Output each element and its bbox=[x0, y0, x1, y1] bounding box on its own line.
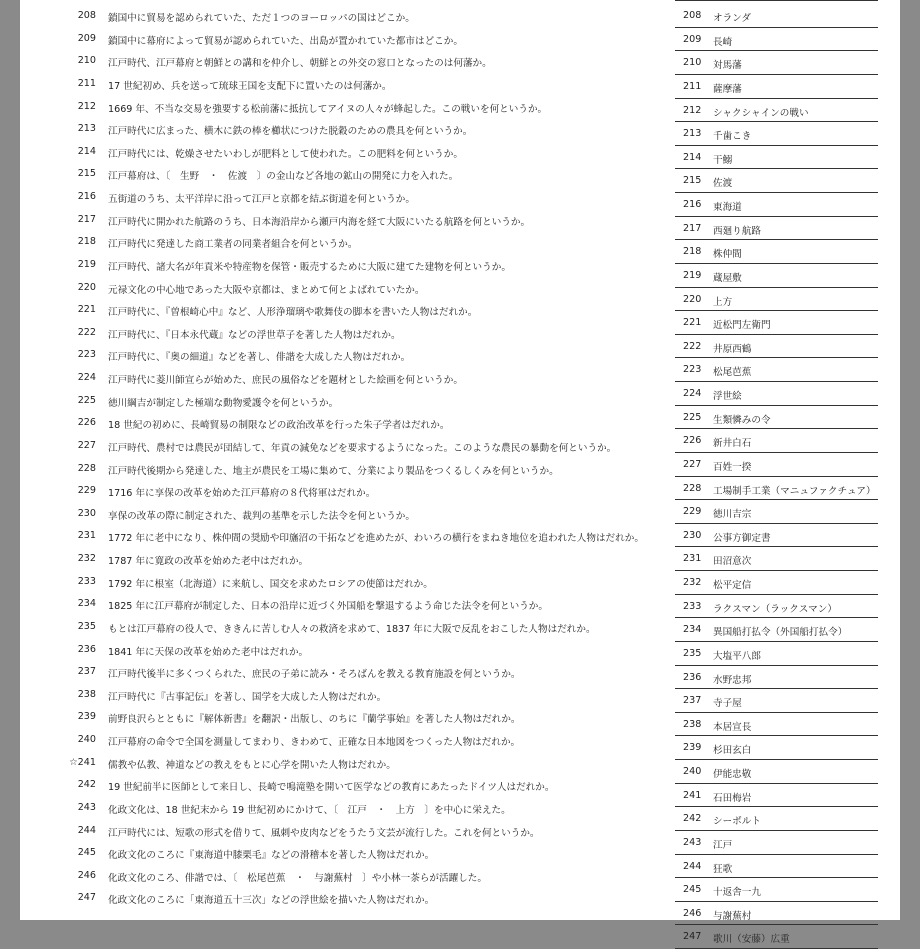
answer-text: シャクシャインの戦い bbox=[713, 107, 809, 119]
answer-row bbox=[675, 193, 878, 217]
answer-text: シーボルト bbox=[713, 816, 761, 828]
question-number: 219 bbox=[77, 258, 96, 270]
answer-number: 233 bbox=[683, 600, 702, 612]
answer-number: 244 bbox=[683, 860, 702, 872]
question-number: 237 bbox=[77, 666, 96, 678]
answer-number: 210 bbox=[683, 57, 702, 69]
question-text: 1825 年に江戸幕府が制定した、日本の沿岸に近づく外国船を撃退するよう命じた法令を何というか。 bbox=[108, 601, 548, 613]
answer-text: 近松門左衛門 bbox=[713, 320, 771, 332]
question-row bbox=[70, 434, 670, 457]
answer-row bbox=[675, 406, 878, 430]
question-row bbox=[70, 117, 670, 140]
question-row bbox=[70, 886, 670, 909]
answer-row bbox=[675, 642, 878, 666]
answer-row bbox=[675, 902, 878, 926]
question-number: 210 bbox=[77, 55, 96, 67]
answer-list bbox=[675, 4, 878, 949]
question-row bbox=[70, 343, 670, 366]
answer-row bbox=[675, 264, 878, 288]
question-row bbox=[70, 728, 670, 751]
question-number: 232 bbox=[77, 553, 96, 564]
question-number: 235 bbox=[77, 620, 96, 632]
answer-number: 234 bbox=[683, 624, 702, 636]
answer-number: 213 bbox=[683, 128, 702, 140]
answer-text: 薩摩藩 bbox=[713, 83, 742, 95]
answer-number: 212 bbox=[683, 104, 702, 116]
answer-text: 狂歌 bbox=[713, 863, 733, 875]
answer-text: 蔵屋敷 bbox=[713, 272, 742, 284]
answer-number: 239 bbox=[683, 742, 702, 754]
question-row bbox=[70, 253, 670, 276]
answer-text: 杉田玄白 bbox=[713, 745, 752, 757]
answer-number: 223 bbox=[683, 364, 702, 376]
question-number: 230 bbox=[77, 507, 96, 519]
question-number: 228 bbox=[77, 462, 96, 474]
question-number: 227 bbox=[77, 439, 96, 451]
question-text: 17 世紀初め、兵を送って琉球王国を支配下に置いたのは何藩か。 bbox=[108, 80, 392, 92]
answer-row bbox=[675, 335, 878, 359]
question-text: 鎖国中に貿易を認められていた、ただ１つのヨーロッパの国はどこか。 bbox=[108, 13, 415, 24]
question-text: 江戸時代に菱川師宣らが始めた、庶民の風俗などを題材とした絵画を何というか。 bbox=[108, 375, 463, 386]
answer-number: 229 bbox=[683, 506, 702, 518]
question-number: 215 bbox=[77, 168, 96, 180]
question-row bbox=[70, 864, 670, 887]
answer-row bbox=[675, 571, 878, 595]
question-text: 1716 年に享保の改革を始めた江戸幕府の８代将軍はだれか。 bbox=[108, 488, 376, 500]
question-row bbox=[70, 411, 670, 434]
question-text: 江戸時代に広まった、横木に鉄の棒を櫛状につけた脱穀のための農具を何というか。 bbox=[108, 126, 473, 138]
answer-number: 236 bbox=[683, 671, 702, 683]
question-number: 243 bbox=[77, 801, 96, 813]
answer-number: 221 bbox=[683, 317, 702, 329]
answer-number: 227 bbox=[683, 458, 702, 470]
answer-top-rule bbox=[675, 0, 878, 1]
answer-text: 松尾芭蕉 bbox=[713, 367, 752, 379]
question-text: 1787 年に寛政の改革を始めた老中はだれか。 bbox=[108, 556, 309, 567]
answer-row bbox=[675, 4, 878, 28]
question-number: ☆241 bbox=[69, 756, 96, 768]
question-row bbox=[70, 592, 670, 615]
question-number: 211 bbox=[77, 77, 96, 89]
answer-row bbox=[675, 169, 878, 193]
question-row bbox=[70, 660, 670, 683]
answer-number: 224 bbox=[683, 388, 702, 399]
answer-text: 干鰯 bbox=[713, 154, 733, 166]
answer-row bbox=[675, 500, 878, 524]
question-text: 江戸時代後半に多くつくられた、庶民の子弟に読み・そろばんを教える教育施設を何というか。 bbox=[108, 669, 521, 681]
question-number: 242 bbox=[77, 779, 96, 791]
question-row bbox=[70, 4, 670, 27]
answer-row bbox=[675, 666, 878, 690]
question-row bbox=[70, 276, 670, 299]
answer-text: オランダ bbox=[713, 13, 751, 24]
answer-row bbox=[675, 855, 878, 879]
question-row bbox=[70, 185, 670, 208]
question-number: 213 bbox=[77, 123, 96, 135]
question-row bbox=[70, 796, 670, 819]
question-number: 245 bbox=[77, 847, 96, 859]
answer-row bbox=[675, 382, 878, 406]
answer-text: 生類憐みの令 bbox=[713, 414, 771, 426]
answer-number: 241 bbox=[683, 789, 702, 801]
answer-number: 235 bbox=[683, 647, 702, 659]
answer-row bbox=[675, 99, 878, 123]
answer-row bbox=[675, 429, 878, 453]
question-number: 233 bbox=[77, 575, 96, 587]
answer-row bbox=[675, 713, 878, 737]
question-row bbox=[70, 615, 670, 638]
answer-row bbox=[675, 288, 878, 312]
question-row bbox=[70, 162, 670, 185]
question-number: 217 bbox=[77, 213, 96, 225]
question-text: 1792 年に根室（北海道）に来航し、国交を求めたロシアの使節はだれか。 bbox=[108, 578, 433, 590]
answer-number: 245 bbox=[683, 884, 702, 896]
answer-text: 長崎 bbox=[713, 36, 733, 48]
answer-row bbox=[675, 311, 878, 335]
question-text: 元禄文化の中心地であった大阪や京都は、まとめて何とよばれていたか。 bbox=[108, 284, 425, 296]
question-row bbox=[70, 638, 670, 661]
answer-row bbox=[675, 595, 878, 619]
answer-text: 百姓一揆 bbox=[713, 461, 752, 473]
question-text: 江戸時代、諸大名が年貢米や特産物を保管・販売するために大阪に建てた建物を何というか。 bbox=[108, 261, 511, 273]
question-text: 化政文化のころに『東海道中膝栗毛』などの滑稽本を著した人物はだれか。 bbox=[108, 850, 435, 862]
answer-number: 231 bbox=[683, 553, 702, 565]
question-number: 226 bbox=[77, 417, 96, 429]
question-number: 225 bbox=[77, 394, 96, 406]
answer-text: 与謝蕪村 bbox=[713, 910, 752, 922]
question-row bbox=[70, 751, 670, 774]
question-row bbox=[70, 524, 670, 547]
answer-text: 水野忠邦 bbox=[713, 674, 752, 686]
question-row bbox=[70, 321, 670, 344]
answer-number: 238 bbox=[683, 718, 702, 730]
question-text: 化政文化は、18 世紀末から 19 世紀初めにかけて、〔 江戸 ・ 上方 〕を中心に栄えた。 bbox=[108, 804, 511, 816]
answer-row bbox=[675, 784, 878, 808]
question-text: 江戸時代に、『奥の細道』などを著し、俳諧を大成した人物はだれか。 bbox=[108, 352, 411, 364]
question-text: 化政文化のころに「東海道五十三次」などの浮世絵を描いた人物はだれか。 bbox=[108, 895, 435, 907]
question-row bbox=[70, 208, 670, 231]
question-row bbox=[70, 457, 670, 480]
answer-row bbox=[675, 217, 878, 241]
answer-number: 214 bbox=[683, 151, 702, 163]
question-row bbox=[70, 298, 670, 321]
answer-text: 井原西鶴 bbox=[713, 343, 752, 355]
question-number: 223 bbox=[77, 349, 96, 361]
answer-number: 242 bbox=[683, 813, 702, 825]
question-row bbox=[70, 773, 670, 796]
question-number: 244 bbox=[77, 824, 96, 836]
answer-row bbox=[675, 122, 878, 146]
answer-number: 217 bbox=[683, 222, 702, 234]
question-text: 江戸時代に『古事記伝』を著し、国学を大成した人物はだれか。 bbox=[108, 691, 387, 703]
answer-text: 大塩平八郎 bbox=[713, 650, 761, 662]
question-number: 246 bbox=[77, 869, 96, 881]
answer-row bbox=[675, 477, 878, 501]
question-text: 五街道のうち、太平洋岸に沿って江戸と京都を結ぶ街道を何というか。 bbox=[108, 194, 415, 205]
question-row bbox=[70, 140, 670, 163]
answer-text: 田沼意次 bbox=[713, 556, 752, 568]
question-row bbox=[70, 479, 670, 502]
question-text: 江戸幕府は、〔 生野 ・ 佐渡 〕の金山など各地の鉱山の開発に力を入れた。 bbox=[108, 171, 459, 183]
question-number: 218 bbox=[77, 236, 96, 248]
question-text: 江戸時代には、乾燥させたいわしが肥料として使われた。この肥料を何というか。 bbox=[108, 148, 463, 160]
question-text: 徳川綱吉が制定した極端な動物愛護令を何というか。 bbox=[108, 397, 339, 409]
answer-text: 松平定信 bbox=[713, 580, 752, 591]
answer-row bbox=[675, 547, 878, 571]
answer-text: 寺子屋 bbox=[713, 698, 742, 710]
answer-text: 公事方御定書 bbox=[713, 532, 771, 544]
answer-number: 216 bbox=[683, 199, 702, 210]
answer-row bbox=[675, 51, 878, 75]
question-row bbox=[70, 683, 670, 706]
question-text: 江戸時代後期から発達した、地主が農民を工場に集めて、分業により製品をつくるしくみを何というか。 bbox=[108, 465, 559, 477]
answer-text: 上方 bbox=[713, 296, 733, 308]
question-number: 239 bbox=[77, 711, 96, 723]
question-row bbox=[70, 502, 670, 525]
question-text: 鎖国中に幕府によって貿易が認められていた、出島が置かれていた都市はどこか。 bbox=[108, 35, 463, 47]
question-row bbox=[70, 547, 670, 570]
answer-number: 232 bbox=[683, 577, 702, 588]
question-text: 江戸時代に発達した商工業者の同業者組合を何というか。 bbox=[108, 239, 358, 251]
question-text: 儒教や仏教、神道などの教えをもとに心学を開いた人物はだれか。 bbox=[108, 759, 396, 771]
question-number: 229 bbox=[77, 485, 96, 497]
answer-row bbox=[675, 146, 878, 170]
question-text: 化政文化のころ、俳諧では、〔 松尾芭蕉 ・ 与謝蕪村 〕や小林一茶らが活躍した。 bbox=[108, 872, 487, 884]
question-number: 238 bbox=[77, 688, 96, 700]
question-text: 前野良沢らとともに『解体新書』を翻訳・出版し、のちに『蘭学事始』を著した人物はだれか。 bbox=[108, 714, 521, 726]
answer-text: 株仲間 bbox=[713, 249, 742, 261]
question-text: 江戸時代に、『日本永代蔵』などの浮世草子を著した人物はだれか。 bbox=[108, 329, 401, 341]
question-text: 江戸時代に開かれた航路のうち、日本海沿岸から瀬戸内海を経て大阪にいたる航路を何というか。 bbox=[108, 216, 531, 228]
question-number: 234 bbox=[77, 598, 96, 610]
answer-number: 215 bbox=[683, 175, 702, 187]
answer-row bbox=[675, 618, 878, 642]
answer-number: 211 bbox=[683, 80, 702, 92]
question-text: 1669 年、不当な交易を強要する松前藩に抵抗してアイヌの人々が蜂起した。この戦いを何というか。 bbox=[108, 103, 548, 115]
answer-number: 219 bbox=[683, 269, 702, 281]
question-list bbox=[70, 4, 670, 909]
question-text: 19 世紀前半に医師として来日し、長崎で鳴滝塾を開いて医学などの教育にあたったドイツ人はだれか。 bbox=[108, 782, 555, 794]
question-text: 江戸時代に、『曽根崎心中』など、人形浄瑠璃や歌舞伎の脚本を書いた人物はだれか。 bbox=[108, 307, 478, 319]
question-row bbox=[70, 72, 670, 95]
answer-text: 対馬藩 bbox=[713, 60, 742, 72]
answer-text: 東海道 bbox=[713, 202, 742, 213]
question-number: 240 bbox=[77, 734, 96, 745]
answer-text: 江戸 bbox=[713, 839, 733, 851]
question-row bbox=[70, 230, 670, 253]
answer-row bbox=[675, 689, 878, 713]
answer-text: 新井白石 bbox=[713, 438, 752, 450]
answer-text: 西廻り航路 bbox=[713, 225, 761, 237]
answer-text: 石田梅岩 bbox=[713, 792, 752, 804]
question-number: 247 bbox=[77, 892, 96, 904]
answer-number: 228 bbox=[683, 482, 702, 494]
question-row bbox=[70, 389, 670, 412]
answer-number: 218 bbox=[683, 246, 702, 258]
question-text: 享保の改革の際に制定された、裁判の基準を示した法令を何というか。 bbox=[108, 510, 415, 522]
answer-number: 226 bbox=[683, 435, 702, 447]
answer-text: 徳川吉宗 bbox=[713, 509, 752, 521]
question-row bbox=[70, 841, 670, 864]
question-text: 江戸幕府の命令で全国を測量してまわり、きわめて、正確な日本地図をつくった人物はだれか。 bbox=[108, 737, 521, 748]
answer-number: 237 bbox=[683, 695, 702, 707]
answer-row bbox=[675, 75, 878, 99]
question-number: 209 bbox=[77, 32, 96, 44]
answer-row bbox=[675, 524, 878, 548]
answer-number: 209 bbox=[683, 33, 702, 45]
question-text: 江戸時代には、短歌の形式を借りて、風刺や皮肉などをうたう文芸が流行した。これを何というか。 bbox=[108, 827, 540, 839]
answer-number: 240 bbox=[683, 766, 702, 777]
question-row bbox=[70, 49, 670, 72]
question-row bbox=[70, 819, 670, 842]
answer-text: 伊能忠敬 bbox=[713, 769, 752, 780]
answer-number: 247 bbox=[683, 931, 702, 943]
answer-row bbox=[675, 240, 878, 264]
answer-row bbox=[675, 358, 878, 382]
answer-row bbox=[675, 878, 878, 902]
answer-text: 異国船打払令（外国船打払令） bbox=[713, 627, 848, 639]
question-text: 江戸時代、農村では農民が団結して、年貢の減免などを要求するようになった。このような農民の暴動を何というか。 bbox=[108, 442, 617, 454]
answer-number: 220 bbox=[683, 293, 702, 305]
answer-row bbox=[675, 831, 878, 855]
answer-row bbox=[675, 925, 878, 949]
question-number: 224 bbox=[77, 372, 96, 383]
answer-number: 225 bbox=[683, 411, 702, 423]
answer-text: 浮世絵 bbox=[713, 391, 742, 402]
answer-text: 歌川（安藤）広重 bbox=[713, 934, 790, 946]
answer-text: 十返舎一九 bbox=[713, 887, 761, 899]
question-number: 208 bbox=[77, 10, 96, 21]
question-row bbox=[70, 366, 670, 389]
answer-number: 243 bbox=[683, 836, 702, 848]
answer-text: 工場制手工業（マニュファクチュア） bbox=[713, 485, 876, 497]
answer-number: 246 bbox=[683, 907, 702, 919]
answer-number: 222 bbox=[683, 340, 702, 352]
question-number: 231 bbox=[77, 530, 96, 542]
question-row bbox=[70, 705, 670, 728]
worksheet-page bbox=[20, 0, 900, 946]
answer-row bbox=[675, 28, 878, 52]
question-number: 221 bbox=[77, 304, 96, 316]
answer-text: 千歯こき bbox=[713, 131, 752, 143]
question-text: 1841 年に天保の改革を始めた老中はだれか。 bbox=[108, 646, 309, 658]
question-text: 1772 年に老中になり、株仲間の奨励や印旛沼の干拓などを進めたが、わいろの横行をまねき地位を追われた人物はだれか。 bbox=[108, 533, 644, 545]
answer-row bbox=[675, 736, 878, 760]
question-row bbox=[70, 27, 670, 50]
answer-number: 208 bbox=[683, 10, 702, 21]
answer-text: 佐渡 bbox=[713, 178, 733, 190]
question-text: 江戸時代、江戸幕府と朝鮮との講和を仲介し、朝鮮との外交の窓口となったのは何藩か。 bbox=[108, 58, 492, 70]
answer-row bbox=[675, 760, 878, 784]
question-number: 216 bbox=[77, 191, 96, 202]
question-text: もとは江戸幕府の役人で、ききんに苦しむ人々の救済を求めて、1837 年に大阪で反乱をおこした人物はだれか。 bbox=[108, 623, 596, 635]
question-number: 214 bbox=[77, 145, 96, 157]
question-number: 222 bbox=[77, 326, 96, 338]
question-row bbox=[70, 95, 670, 118]
answer-row bbox=[675, 453, 878, 477]
question-row bbox=[70, 570, 670, 593]
answer-text: 本居宣長 bbox=[713, 721, 752, 733]
answer-text: ラクスマン（ラックスマン） bbox=[713, 603, 837, 615]
answer-row bbox=[675, 807, 878, 831]
question-number: 236 bbox=[77, 643, 96, 655]
question-text: 18 世紀の初めに、長崎貿易の制限などの政治改革を行った朱子学者はだれか。 bbox=[108, 420, 450, 432]
answer-number: 230 bbox=[683, 529, 702, 541]
question-number: 220 bbox=[77, 281, 96, 293]
question-number: 212 bbox=[77, 100, 96, 112]
